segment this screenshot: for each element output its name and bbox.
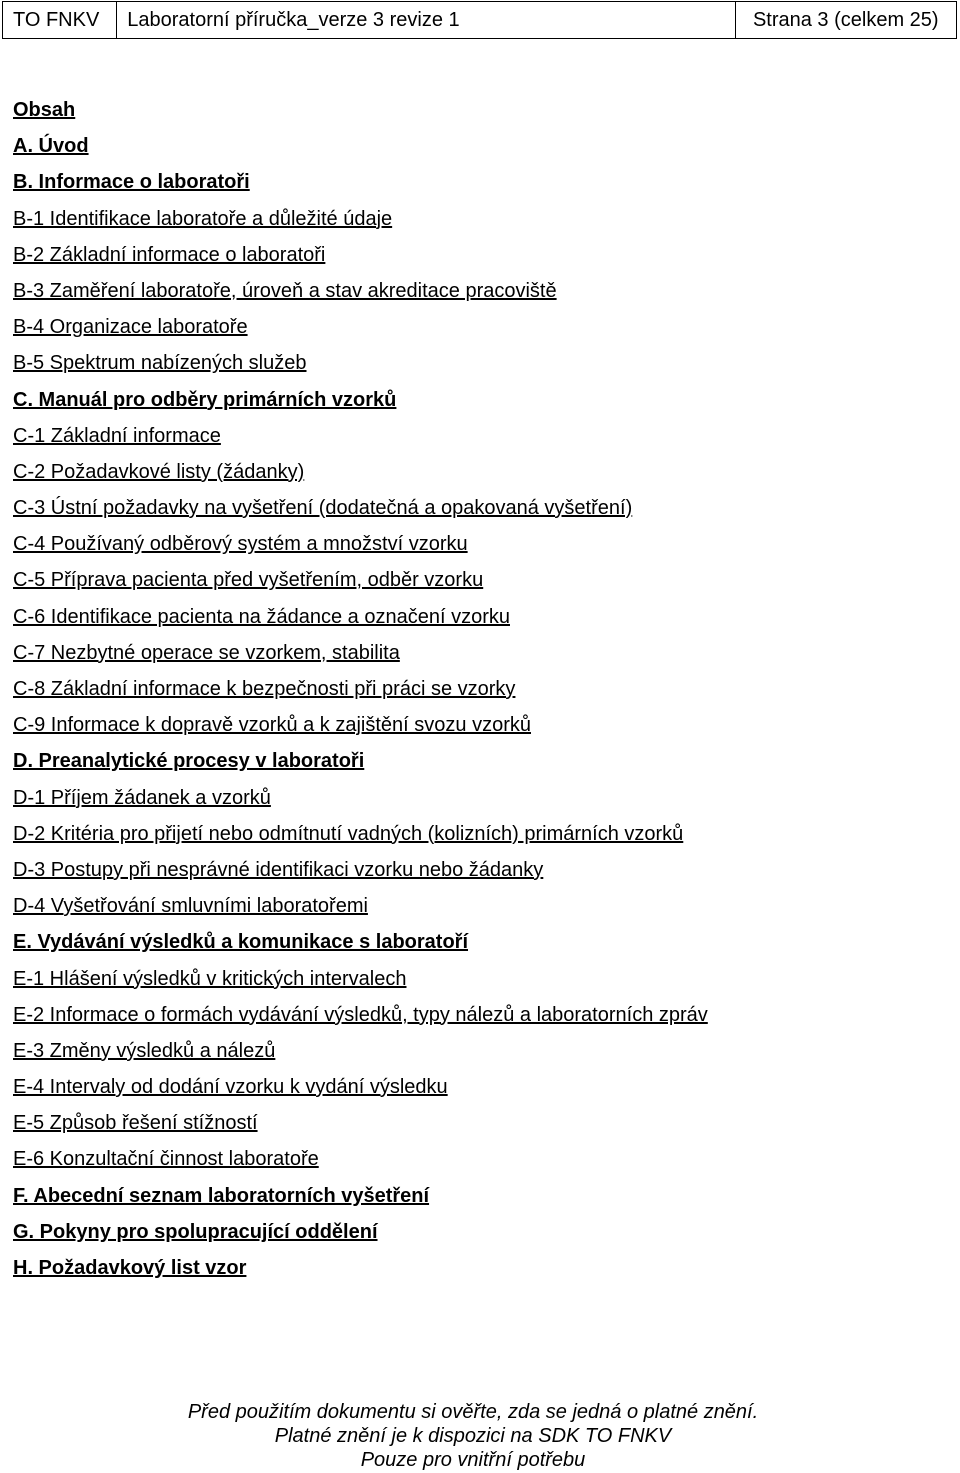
toc-subsection-link[interactable]: B-2 Základní informace o laboratoři (13, 243, 326, 266)
toc-subsection-link[interactable]: E-2 Informace o formách vydávání výsledků, typy nálezů a laboratorních zpráv (13, 1003, 708, 1026)
toc-section-link[interactable]: D. Preanalytické procesy v laboratoři (13, 750, 365, 773)
toc-subsection-link[interactable]: E-4 Intervaly od dodání vzorku k vydání výsledku (13, 1076, 448, 1099)
toc-subsection-link[interactable]: B-1 Identifikace laboratoře a důležité údaje (13, 207, 393, 230)
toc-subsection-link[interactable]: D-4 Vyšetřování smluvními laboratořemi (13, 895, 368, 918)
toc-subsection-link[interactable]: C-9 Informace k dopravě vzorků a k zajištění svozu vzorků (13, 714, 531, 737)
toc-section-link[interactable]: E. Vydávání výsledků a komunikace s laboratoří (13, 931, 469, 954)
document-header (2, 1, 957, 39)
table-of-contents (13, 92, 933, 1286)
toc-subsection-link[interactable]: E-5 Způsob řešení stížností (13, 1112, 258, 1135)
toc-section-link[interactable]: H. Požadavkový list vzor (13, 1257, 247, 1279)
toc-subsection-link[interactable]: B-5 Spektrum nabízených služeb (13, 352, 307, 375)
toc-section-link[interactable]: G. Pokyny pro spolupracující oddělení (13, 1220, 378, 1243)
toc-section-link[interactable]: F. Abecední seznam laboratorních vyšetření (13, 1184, 430, 1207)
toc-subsection-link[interactable]: D-2 Kritéria pro přijetí nebo odmítnutí vadných (kolizních) primárních vzorků (13, 822, 684, 845)
toc-subsection-link[interactable]: C-4 Používaný odběrový systém a množství vzorku (13, 533, 468, 556)
toc-section-link[interactable]: A. Úvod (13, 135, 89, 158)
footer-line-availability: Platné znění je k dispozici na SDK TO FNKV (274, 1425, 672, 1447)
header-doc-title: Laboratorní příručka_verze 3 revize 1 (117, 2, 735, 39)
toc-subsection-link[interactable]: C-7 Nezbytné operace se vzorkem, stabilita (13, 641, 400, 664)
toc-subsection-link[interactable]: E-1 Hlášení výsledků v kritických intervalech (13, 967, 407, 990)
toc-subsection-link[interactable]: E-3 Změny výsledků a nálezů (13, 1039, 276, 1062)
header-org: TO FNKV (3, 2, 117, 39)
toc-subsection-link[interactable]: D-1 Příjem žádanek a vzorků (13, 786, 271, 809)
footer-line-validity: Před použitím dokumentu si ověřte, zda se jedná o platné znění. (187, 1401, 759, 1423)
header-page-number: Strana 3 (celkem 25) (735, 2, 956, 39)
toc-subsection-link[interactable]: C-2 Požadavkové listy (žádanky) (13, 460, 305, 483)
toc-subsection-link[interactable]: C-6 Identifikace pacienta na žádance a označení vzorku (13, 605, 510, 628)
toc-section-link[interactable]: C. Manuál pro odběry primárních vzorků (13, 388, 397, 411)
toc-subsection-link[interactable]: B-3 Zaměření laboratoře, úroveň a stav akreditace pracoviště (13, 279, 557, 302)
toc-subsection-link[interactable]: C-3 Ústní požadavky na vyšetření (dodatečná a opakovaná vyšetření) (13, 497, 633, 520)
toc-heading: Obsah (13, 99, 76, 121)
footer-line-internal-use: Pouze pro vnitřní potřebu (360, 1449, 586, 1471)
toc-subsection-link[interactable]: C-5 Příprava pacienta před vyšetřením, odběr vzorku (13, 569, 484, 592)
document-footer (0, 1400, 946, 1472)
toc-section-link[interactable]: B. Informace o laboratoři (13, 171, 250, 194)
toc-subsection-link[interactable]: E-6 Konzultační činnost laboratoře (13, 1148, 319, 1171)
toc-subsection-link[interactable]: C-1 Základní informace (13, 424, 221, 447)
toc-subsection-link[interactable]: D-3 Postupy při nesprávné identifikaci vzorku nebo žádanky (13, 858, 544, 881)
toc-subsection-link[interactable]: B-4 Organizace laboratoře (13, 316, 248, 339)
toc-list (13, 128, 933, 1286)
toc-subsection-link[interactable]: C-8 Základní informace k bezpečnosti při práci se vzorky (13, 678, 516, 700)
